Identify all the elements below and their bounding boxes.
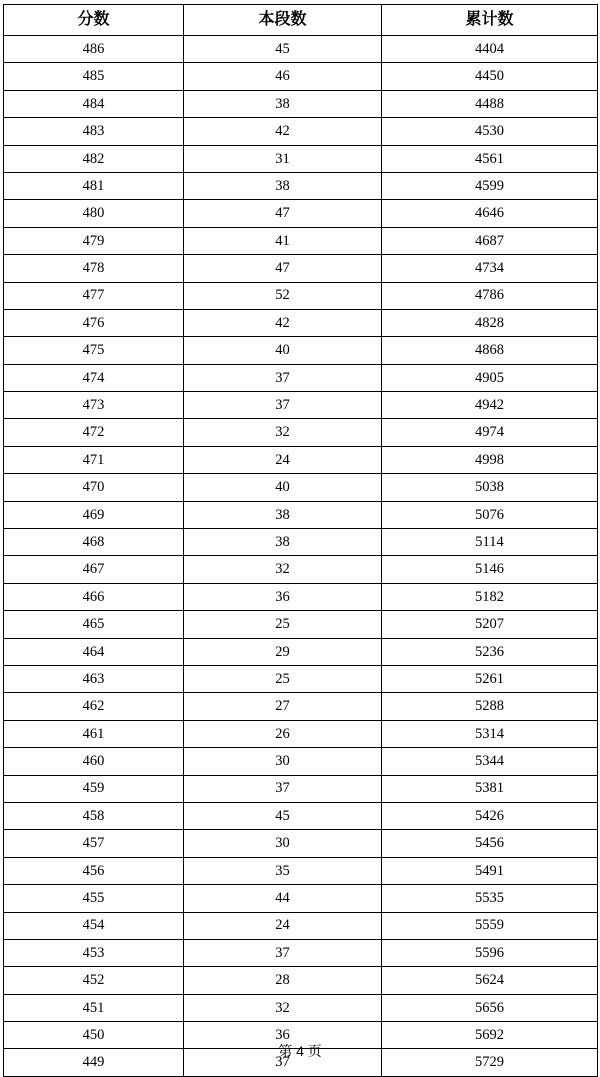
cell-score: 468 xyxy=(4,529,184,556)
table-row xyxy=(4,583,598,610)
cell-cumulative-count: 4687 xyxy=(382,227,598,254)
table-header-row xyxy=(4,5,598,36)
table-row xyxy=(4,309,598,336)
cell-score: 486 xyxy=(4,36,184,63)
cell-cumulative-count: 5038 xyxy=(382,474,598,501)
score-distribution-table xyxy=(3,4,598,1077)
cell-segment-count: 42 xyxy=(184,309,382,336)
cell-score: 472 xyxy=(4,419,184,446)
cell-segment-count: 37 xyxy=(184,1049,382,1076)
table-row xyxy=(4,90,598,117)
cell-score: 467 xyxy=(4,556,184,583)
cell-segment-count: 41 xyxy=(184,227,382,254)
cell-cumulative-count: 5114 xyxy=(382,529,598,556)
table-row xyxy=(4,145,598,172)
table-row xyxy=(4,200,598,227)
cell-cumulative-count: 5692 xyxy=(382,1022,598,1049)
table-row xyxy=(4,830,598,857)
cell-score: 478 xyxy=(4,255,184,282)
table-row xyxy=(4,419,598,446)
table-row xyxy=(4,474,598,501)
cell-segment-count: 47 xyxy=(184,255,382,282)
table-row xyxy=(4,994,598,1021)
cell-cumulative-count: 5182 xyxy=(382,583,598,610)
cell-cumulative-count: 5656 xyxy=(382,994,598,1021)
table-row xyxy=(4,556,598,583)
cell-score: 453 xyxy=(4,939,184,966)
cell-score: 454 xyxy=(4,912,184,939)
table-row xyxy=(4,638,598,665)
cell-score: 480 xyxy=(4,200,184,227)
cell-segment-count: 37 xyxy=(184,364,382,391)
cell-score: 485 xyxy=(4,63,184,90)
cell-score: 463 xyxy=(4,665,184,692)
cell-segment-count: 42 xyxy=(184,118,382,145)
cell-cumulative-count: 5261 xyxy=(382,665,598,692)
cell-cumulative-count: 5729 xyxy=(382,1049,598,1076)
cell-segment-count: 47 xyxy=(184,200,382,227)
cell-score: 459 xyxy=(4,775,184,802)
cell-segment-count: 38 xyxy=(184,501,382,528)
cell-cumulative-count: 5207 xyxy=(382,611,598,638)
cell-score: 477 xyxy=(4,282,184,309)
cell-segment-count: 26 xyxy=(184,720,382,747)
table-row xyxy=(4,364,598,391)
column-header-score: 分数 xyxy=(4,5,184,36)
cell-segment-count: 29 xyxy=(184,638,382,665)
cell-cumulative-count: 4998 xyxy=(382,446,598,473)
cell-cumulative-count: 4974 xyxy=(382,419,598,446)
table-row xyxy=(4,172,598,199)
cell-segment-count: 37 xyxy=(184,939,382,966)
table-row xyxy=(4,501,598,528)
cell-segment-count: 30 xyxy=(184,830,382,857)
cell-segment-count: 36 xyxy=(184,583,382,610)
cell-segment-count: 32 xyxy=(184,419,382,446)
cell-segment-count: 32 xyxy=(184,994,382,1021)
cell-cumulative-count: 5146 xyxy=(382,556,598,583)
cell-cumulative-count: 4828 xyxy=(382,309,598,336)
cell-segment-count: 36 xyxy=(184,1022,382,1049)
table-row xyxy=(4,912,598,939)
table-row xyxy=(4,118,598,145)
cell-segment-count: 24 xyxy=(184,912,382,939)
cell-segment-count: 25 xyxy=(184,611,382,638)
cell-cumulative-count: 4942 xyxy=(382,392,598,419)
cell-score: 474 xyxy=(4,364,184,391)
cell-cumulative-count: 5624 xyxy=(382,967,598,994)
cell-segment-count: 32 xyxy=(184,556,382,583)
cell-score: 450 xyxy=(4,1022,184,1049)
table-row xyxy=(4,720,598,747)
table-row xyxy=(4,967,598,994)
table-row xyxy=(4,255,598,282)
table-row xyxy=(4,446,598,473)
table-header xyxy=(4,5,598,36)
cell-cumulative-count: 4905 xyxy=(382,364,598,391)
table-row xyxy=(4,337,598,364)
column-header-segment-count: 本段数 xyxy=(184,5,382,36)
table-row xyxy=(4,36,598,63)
cell-score: 449 xyxy=(4,1049,184,1076)
cell-score: 466 xyxy=(4,583,184,610)
table-row xyxy=(4,611,598,638)
cell-cumulative-count: 4404 xyxy=(382,36,598,63)
cell-score: 482 xyxy=(4,145,184,172)
cell-cumulative-count: 4561 xyxy=(382,145,598,172)
table-row xyxy=(4,748,598,775)
cell-segment-count: 38 xyxy=(184,90,382,117)
cell-cumulative-count: 4599 xyxy=(382,172,598,199)
cell-cumulative-count: 4786 xyxy=(382,282,598,309)
table-row xyxy=(4,775,598,802)
cell-segment-count: 25 xyxy=(184,665,382,692)
cell-cumulative-count: 5596 xyxy=(382,939,598,966)
cell-segment-count: 27 xyxy=(184,693,382,720)
cell-cumulative-count: 5314 xyxy=(382,720,598,747)
cell-cumulative-count: 4646 xyxy=(382,200,598,227)
cell-cumulative-count: 5535 xyxy=(382,885,598,912)
column-header-cumulative-count: 累计数 xyxy=(382,5,598,36)
cell-score: 484 xyxy=(4,90,184,117)
cell-segment-count: 45 xyxy=(184,802,382,829)
cell-cumulative-count: 4488 xyxy=(382,90,598,117)
cell-cumulative-count: 5288 xyxy=(382,693,598,720)
cell-cumulative-count: 5076 xyxy=(382,501,598,528)
table-row xyxy=(4,63,598,90)
cell-score: 469 xyxy=(4,501,184,528)
cell-score: 462 xyxy=(4,693,184,720)
cell-cumulative-count: 4734 xyxy=(382,255,598,282)
cell-segment-count: 38 xyxy=(184,529,382,556)
cell-score: 471 xyxy=(4,446,184,473)
cell-segment-count: 37 xyxy=(184,392,382,419)
table-row xyxy=(4,665,598,692)
cell-score: 483 xyxy=(4,118,184,145)
cell-score: 475 xyxy=(4,337,184,364)
cell-cumulative-count: 5491 xyxy=(382,857,598,884)
cell-score: 455 xyxy=(4,885,184,912)
cell-score: 479 xyxy=(4,227,184,254)
cell-score: 464 xyxy=(4,638,184,665)
table-row xyxy=(4,392,598,419)
cell-segment-count: 35 xyxy=(184,857,382,884)
table-row xyxy=(4,693,598,720)
cell-cumulative-count: 5344 xyxy=(382,748,598,775)
cell-cumulative-count: 4868 xyxy=(382,337,598,364)
table-row xyxy=(4,885,598,912)
cell-cumulative-count: 5559 xyxy=(382,912,598,939)
cell-score: 460 xyxy=(4,748,184,775)
cell-score: 451 xyxy=(4,994,184,1021)
cell-score: 461 xyxy=(4,720,184,747)
table-row xyxy=(4,802,598,829)
cell-score: 465 xyxy=(4,611,184,638)
cell-segment-count: 40 xyxy=(184,474,382,501)
cell-cumulative-count: 5426 xyxy=(382,802,598,829)
cell-segment-count: 52 xyxy=(184,282,382,309)
cell-score: 473 xyxy=(4,392,184,419)
page-footer: 第 4 页 xyxy=(278,1043,322,1059)
cell-segment-count: 44 xyxy=(184,885,382,912)
cell-segment-count: 24 xyxy=(184,446,382,473)
table-row xyxy=(4,857,598,884)
cell-score: 457 xyxy=(4,830,184,857)
cell-cumulative-count: 5456 xyxy=(382,830,598,857)
cell-cumulative-count: 5236 xyxy=(382,638,598,665)
cell-segment-count: 28 xyxy=(184,967,382,994)
cell-segment-count: 46 xyxy=(184,63,382,90)
cell-score: 456 xyxy=(4,857,184,884)
table-row xyxy=(4,282,598,309)
cell-score: 452 xyxy=(4,967,184,994)
cell-segment-count: 40 xyxy=(184,337,382,364)
cell-segment-count: 31 xyxy=(184,145,382,172)
cell-score: 481 xyxy=(4,172,184,199)
cell-cumulative-count: 4530 xyxy=(382,118,598,145)
table-row xyxy=(4,939,598,966)
cell-score: 470 xyxy=(4,474,184,501)
cell-score: 476 xyxy=(4,309,184,336)
cell-segment-count: 45 xyxy=(184,36,382,63)
cell-segment-count: 37 xyxy=(184,775,382,802)
cell-score: 458 xyxy=(4,802,184,829)
cell-cumulative-count: 5381 xyxy=(382,775,598,802)
cell-segment-count: 30 xyxy=(184,748,382,775)
table-body xyxy=(4,36,598,1077)
cell-segment-count: 38 xyxy=(184,172,382,199)
table-row xyxy=(4,529,598,556)
table-row xyxy=(4,227,598,254)
cell-cumulative-count: 4450 xyxy=(382,63,598,90)
